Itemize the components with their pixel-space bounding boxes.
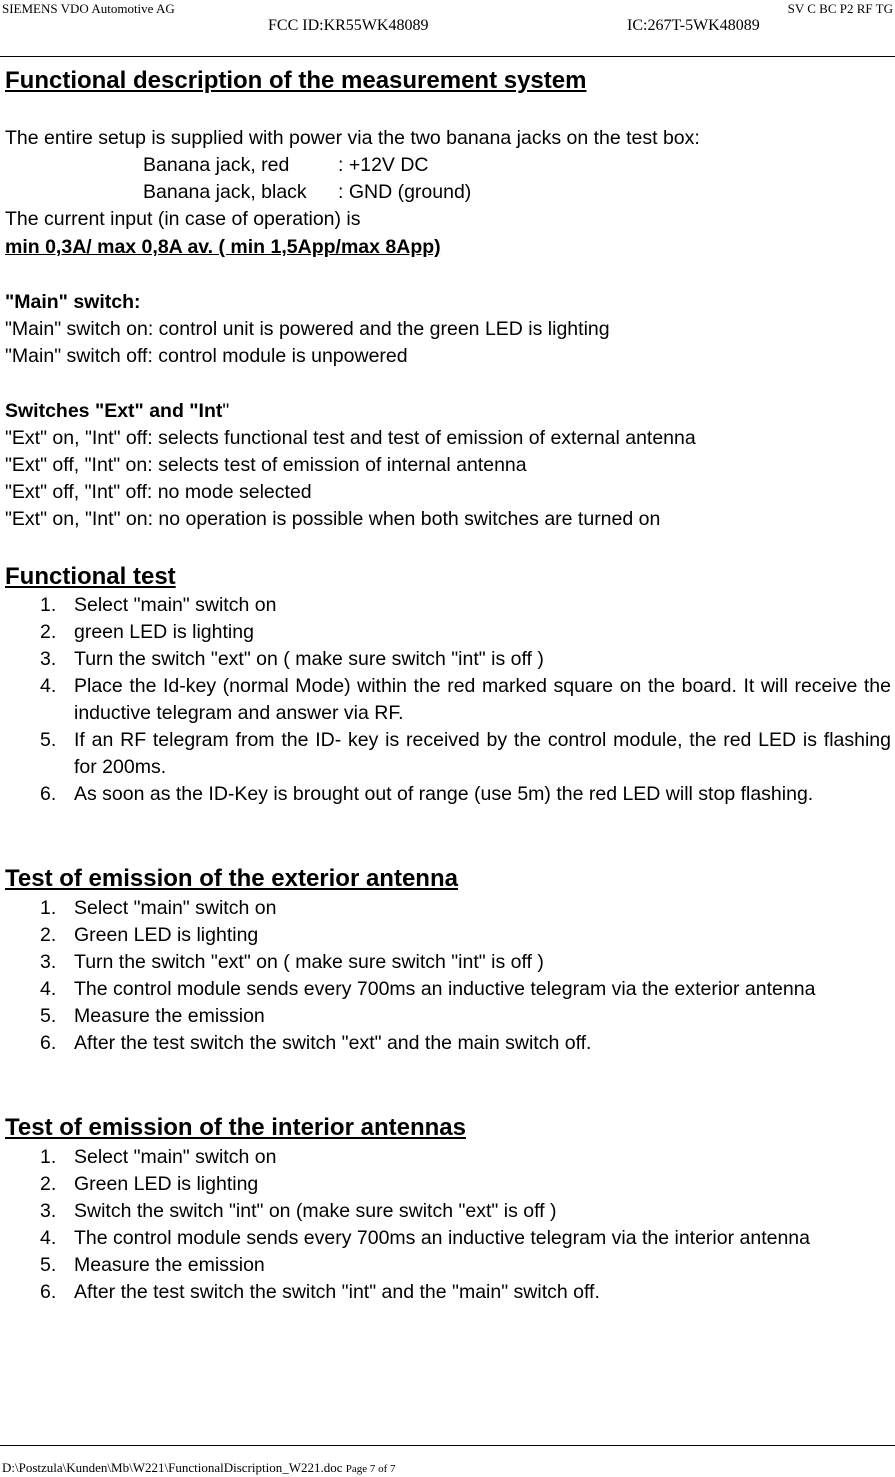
list-item: 2. green LED is lighting (40, 621, 254, 643)
interior-test-heading: Test of emission of the interior antennas (5, 1114, 466, 1141)
main-switch-heading: "Main" switch: (5, 291, 141, 313)
current-values: min 0,3A/ max 0,8A av. ( min 1,5App/max 8App) (5, 236, 441, 258)
ext-int-line: "Ext" on, "Int" off: selects functional test and test of emission of external antenna (5, 427, 696, 449)
jack-black-label: Banana jack, black (143, 181, 307, 203)
interior-test-steps (0, 1144, 891, 1306)
exterior-test-heading: Test of emission of the exterior antenna (5, 865, 458, 892)
list-item: 4. Place the Id-key (normal Mode) within the red marked square on the board. It will receive the inductive telegram and answer via RF. (40, 675, 891, 724)
list-item: 6. As soon as the ID-Key is brought out of range (use 5m) the red LED will stop flashing. (40, 783, 814, 805)
list-item: 1. Select "main" switch on (40, 1146, 277, 1168)
list-item: 1. Select "main" switch on (40, 594, 277, 616)
list-item: 3. Turn the switch "ext" on ( make sure switch "int" is off ) (40, 951, 544, 973)
jack-red-label: Banana jack, red (143, 154, 290, 176)
ext-int-line: "Ext" off, "Int" off: no mode selected (5, 481, 312, 503)
list-item: 3. Switch the switch "int" on (make sure switch "ext" is off ) (40, 1200, 557, 1222)
list-item: 6. After the test switch the switch "ext" and the main switch off. (40, 1032, 592, 1054)
ext-int-heading-bold: Switches "Ext" and "Int (5, 400, 223, 422)
footer-divider (0, 1445, 895, 1446)
ext-int-heading-tail: " (222, 400, 230, 422)
jack-black-value: : GND (ground) (338, 181, 472, 203)
file-path: D:\Postzula\Kunden\Mb\W221\FunctionalDiscription_W221.doc (2, 1460, 343, 1475)
list-item: 5. If an RF telegram from the ID- key is received by the control module, the red LED is flashing for 200ms. (40, 729, 891, 778)
document-code: SV C BC P2 RF TG (787, 1, 893, 16)
footer (2, 1460, 396, 1477)
supply-text: The entire setup is supplied with power via the two banana jacks on the test box: (5, 127, 700, 149)
functional-test-heading: Functional test (5, 563, 176, 590)
ext-int-heading (5, 400, 229, 422)
list-item: 4. The control module sends every 700ms an inductive telegram via the interior antenna (40, 1227, 810, 1249)
page-title: Functional description of the measurement system (5, 67, 587, 94)
list-item: 5. Measure the emission (40, 1254, 265, 1276)
list-item: 2. Green LED is lighting (40, 1173, 259, 1195)
functional-test-steps (0, 592, 891, 808)
list-item: 1. Select "main" switch on (40, 897, 277, 919)
list-item: 3. Turn the switch "ext" on ( make sure switch "int" is off ) (40, 648, 544, 670)
jack-red-value: : +12V DC (338, 154, 429, 176)
list-item: 2. Green LED is lighting (40, 924, 259, 946)
main-switch-off: "Main" switch off: control module is unpowered (5, 345, 408, 367)
current-text: The current input (in case of operation) is (5, 208, 361, 230)
list-item: 5. Measure the emission (40, 1005, 265, 1027)
header-divider (0, 56, 895, 57)
list-item: 4. The control module sends every 700ms an inductive telegram via the exterior antenna (40, 978, 816, 1000)
ext-int-line: "Ext" off, "Int" on: selects test of emission of internal antenna (5, 454, 527, 476)
ext-int-line: "Ext" on, "Int" on: no operation is possible when both switches are turned on (5, 508, 661, 530)
list-item: 6. After the test switch the switch "int" and the "main" switch off. (40, 1281, 600, 1303)
fcc-id: FCC ID:KR55WK48089 (268, 17, 429, 34)
ic-id: IC:267T-5WK48089 (627, 17, 760, 34)
main-switch-on: "Main" switch on: control unit is powered and the green LED is lighting (5, 318, 610, 340)
exterior-test-steps (0, 895, 891, 1057)
company-name: SIEMENS VDO Automotive AG (2, 1, 175, 16)
page-number: Page 7 of 7 (345, 1463, 396, 1475)
